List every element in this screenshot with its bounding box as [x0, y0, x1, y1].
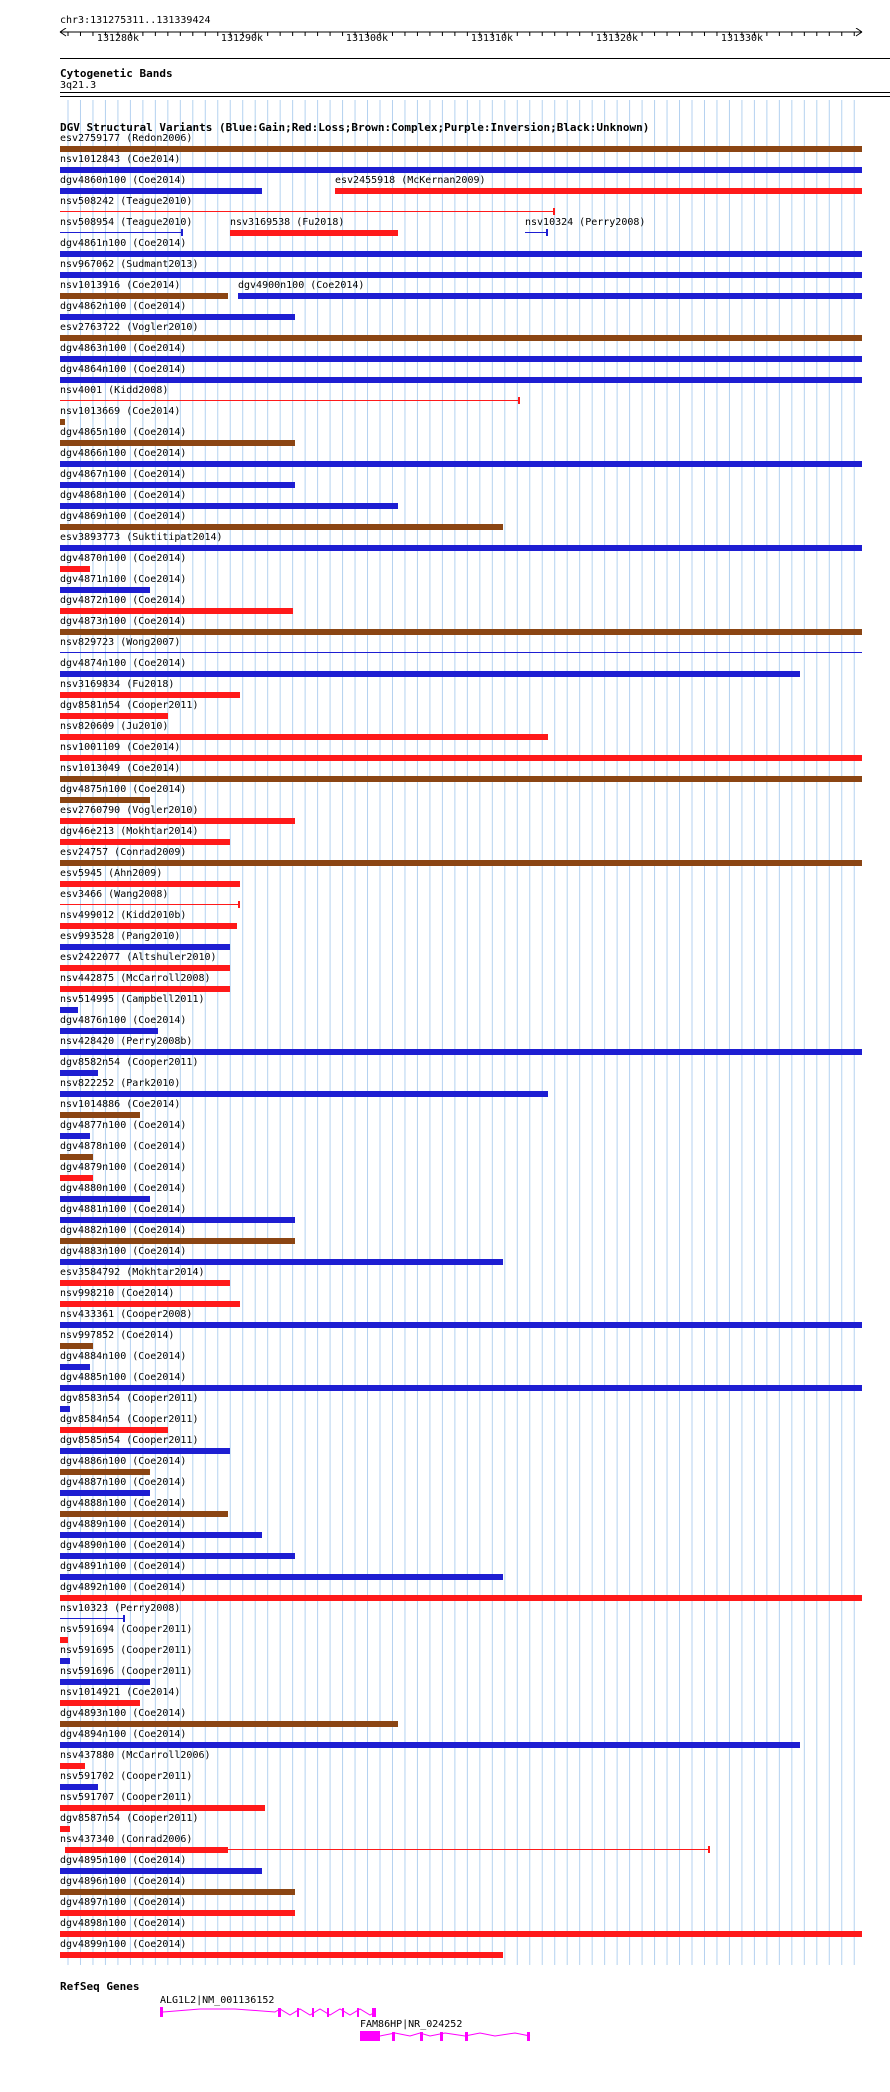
dgv-track-title: DGV Structural Variants (Blue:Gain;Red:Loss;Brown:Complex;Purple:Inversion;Black:Unknown) [60, 121, 650, 134]
sv-feature-label[interactable]: dgv4891n100 (Coe2014) [60, 1561, 187, 1572]
sv-feature-bar[interactable] [60, 503, 398, 509]
sv-feature-label[interactable]: esv2422077 (Altshuler2010) [60, 952, 217, 963]
sv-feature-label[interactable]: dgv4869n100 (Coe2014) [60, 511, 187, 522]
ruler-tick-label: 131320k [595, 33, 639, 44]
sv-feature-bar[interactable] [60, 1427, 168, 1433]
sv-feature-bar[interactable] [60, 566, 90, 572]
sv-feature-bar[interactable] [60, 1763, 85, 1769]
sv-feature-bar[interactable] [60, 944, 230, 950]
sv-feature-label[interactable]: dgv8584n54 (Cooper2011) [60, 1414, 199, 1425]
sv-feature-label[interactable]: dgv4895n100 (Coe2014) [60, 1855, 187, 1866]
sv-feature-label[interactable]: nsv4001 (Kidd2008) [60, 385, 169, 396]
sv-feature-label[interactable]: dgv4874n100 (Coe2014) [60, 658, 187, 669]
sv-feature-bar[interactable] [60, 692, 240, 698]
sv-feature-label[interactable]: dgv4886n100 (Coe2014) [60, 1456, 187, 1467]
sv-feature-label[interactable]: dgv4890n100 (Coe2014) [60, 1540, 187, 1551]
sv-feature-bar[interactable] [60, 1679, 150, 1685]
sv-feature-label[interactable]: nsv591695 (Cooper2011) [60, 1645, 193, 1656]
sv-feature-bar[interactable] [60, 839, 230, 845]
sv-feature-bar[interactable] [60, 377, 862, 383]
sv-feature-label[interactable]: dgv4870n100 (Coe2014) [60, 553, 187, 564]
sv-feature-label[interactable]: esv24757 (Conrad2009) [60, 847, 187, 858]
sv-feature-bar[interactable] [60, 1133, 90, 1139]
sv-feature-bar[interactable] [60, 1784, 98, 1790]
sv-feature-label[interactable]: nsv499012 (Kidd2010b) [60, 910, 187, 921]
sv-feature-bar[interactable] [60, 1469, 150, 1475]
sv-feature-bar[interactable] [60, 1448, 230, 1454]
sv-feature-label[interactable]: nsv591702 (Cooper2011) [60, 1771, 193, 1782]
sv-feature-bar[interactable] [60, 671, 800, 677]
sv-feature-bar[interactable] [60, 713, 168, 719]
sv-feature-bar[interactable] [60, 356, 862, 362]
sv-feature-label[interactable]: nsv3169834 (Fu2018) [60, 679, 175, 690]
sv-feature-bar[interactable] [65, 1849, 710, 1850]
sv-feature-label[interactable]: dgv4872n100 (Coe2014) [60, 595, 187, 606]
sv-feature-label[interactable]: dgv4892n100 (Coe2014) [60, 1582, 187, 1593]
gene-label[interactable]: ALG1L2|NM_001136152 [160, 1995, 275, 2006]
sv-feature-label[interactable]: dgv4887n100 (Coe2014) [60, 1477, 187, 1488]
sv-feature-label[interactable]: esv2455918 (McKernan2009) [335, 175, 486, 186]
ruler-tick-label: 131300k [345, 33, 389, 44]
sv-feature-label[interactable]: nsv1013916 (Coe2014) [60, 280, 181, 291]
sv-feature-bar[interactable] [230, 230, 398, 236]
ruler-tick-label: 131330k [720, 33, 764, 44]
sv-feature-label[interactable]: dgv8587n54 (Cooper2011) [60, 1813, 199, 1824]
sv-feature-bar[interactable] [60, 1658, 70, 1664]
sv-feature-label[interactable]: nsv437340 (Conrad2006) [60, 1834, 193, 1845]
ruler-range-label: chr3:131275311..131339424 [60, 15, 211, 26]
sv-feature-label[interactable]: dgv4896n100 (Coe2014) [60, 1876, 187, 1887]
sv-feature-label[interactable]: nsv998210 (Coe2014) [60, 1288, 175, 1299]
sv-feature-bar[interactable] [60, 1280, 230, 1286]
sv-feature-bar[interactable] [60, 965, 230, 971]
sv-feature-bar[interactable] [60, 881, 240, 887]
sv-feature-label[interactable]: dgv4871n100 (Coe2014) [60, 574, 187, 585]
sv-feature-bar[interactable] [60, 652, 862, 653]
sv-feature-bar[interactable] [60, 1028, 158, 1034]
sv-feature-bar[interactable] [60, 608, 293, 614]
sv-feature-label[interactable]: dgv4862n100 (Coe2014) [60, 301, 187, 312]
sv-feature-label[interactable]: nsv591696 (Cooper2011) [60, 1666, 193, 1677]
sv-feature-bar[interactable] [60, 860, 862, 866]
sv-feature-bar[interactable] [60, 1511, 228, 1517]
sv-feature-bar[interactable] [60, 1574, 503, 1580]
sv-feature-bar[interactable] [60, 314, 295, 320]
sv-feature-label[interactable]: dgv4863n100 (Coe2014) [60, 343, 187, 354]
sv-feature-label[interactable]: dgv4876n100 (Coe2014) [60, 1015, 187, 1026]
sv-feature-label[interactable]: nsv514995 (Campbell2011) [60, 994, 205, 1005]
sv-feature-bar[interactable] [60, 1364, 90, 1370]
gene-model-fam86hp[interactable] [0, 2029, 890, 2043]
sv-feature-bar[interactable] [60, 1385, 862, 1391]
gene-label[interactable]: FAM86HP|NR_024252 [360, 2019, 463, 2030]
sv-feature-label[interactable]: dgv4893n100 (Coe2014) [60, 1708, 187, 1719]
sv-feature-bar[interactable] [60, 1007, 78, 1013]
sv-feature-bar[interactable] [60, 188, 262, 194]
sv-feature-label[interactable]: dgv4879n100 (Coe2014) [60, 1162, 187, 1173]
sv-feature-bar[interactable] [60, 482, 295, 488]
track-divider [60, 92, 890, 93]
sv-feature-label[interactable]: nsv10324 (Perry2008) [525, 217, 646, 228]
sv-feature-label[interactable]: nsv1013669 (Coe2014) [60, 406, 181, 417]
sv-feature-label[interactable]: esv2763722 (Vogler2010) [60, 322, 199, 333]
sv-feature-bar[interactable] [60, 1343, 93, 1349]
sv-feature-bar[interactable] [60, 1910, 295, 1916]
sv-feature-bar[interactable] [60, 1175, 93, 1181]
sv-feature-bar[interactable] [60, 587, 150, 593]
sv-feature-bar[interactable] [60, 1805, 265, 1811]
sv-feature-label[interactable]: nsv428420 (Perry2008b) [60, 1036, 193, 1047]
sv-feature-label[interactable]: dgv4880n100 (Coe2014) [60, 1183, 187, 1194]
cytoband-label: 3q21.3 [60, 80, 97, 91]
sv-feature-bar[interactable] [60, 146, 862, 152]
sv-feature-bar[interactable] [60, 734, 548, 740]
sv-feature-bar[interactable] [60, 923, 237, 929]
sv-feature-label[interactable]: esv993528 (Pang2010) [60, 931, 181, 942]
sv-feature-bar[interactable] [60, 1490, 150, 1496]
sv-feature-label[interactable]: nsv10323 (Perry2008) [60, 1603, 181, 1614]
sv-feature-label[interactable]: dgv4899n100 (Coe2014) [60, 1939, 187, 1950]
sv-feature-bar[interactable] [60, 1618, 125, 1619]
sv-feature-label[interactable]: nsv1001109 (Coe2014) [60, 742, 181, 753]
sv-feature-bar[interactable] [60, 1532, 262, 1538]
sv-feature-label[interactable]: nsv1012843 (Coe2014) [60, 154, 181, 165]
sv-feature-bar[interactable] [60, 1952, 503, 1958]
sv-feature-bar[interactable] [60, 1196, 150, 1202]
sv-feature-label[interactable]: dgv4877n100 (Coe2014) [60, 1120, 187, 1131]
sv-feature-label[interactable]: nsv3169538 (Fu2018) [230, 217, 345, 228]
sv-feature-bar[interactable] [60, 629, 862, 635]
sv-feature-label[interactable]: nsv442875 (McCarroll2008) [60, 973, 211, 984]
sv-feature-label[interactable]: nsv1014921 (Coe2014) [60, 1687, 181, 1698]
sv-feature-bar[interactable] [60, 1406, 70, 1412]
sv-feature-bar[interactable] [60, 440, 295, 446]
cytobands-title: Cytogenetic Bands [60, 67, 173, 80]
track-divider [60, 96, 890, 97]
sv-feature-bar[interactable] [60, 251, 862, 257]
sv-feature-bar[interactable] [238, 293, 862, 299]
sv-feature-bar[interactable] [60, 545, 862, 551]
sv-feature-bar[interactable] [65, 1847, 228, 1853]
sv-feature-bar[interactable] [60, 1070, 98, 1076]
sv-feature-bar[interactable] [60, 1700, 140, 1706]
ruler-tick-label: 131310k [470, 33, 514, 44]
sv-feature-bar[interactable] [335, 188, 862, 194]
sv-feature-label[interactable]: nsv822252 (Park2010) [60, 1078, 181, 1089]
sv-feature-bar[interactable] [60, 1091, 548, 1097]
sv-feature-label[interactable]: esv3584792 (Mokhtar2014) [60, 1267, 205, 1278]
sv-feature-bar[interactable] [60, 167, 862, 173]
sv-feature-label[interactable]: dgv4866n100 (Coe2014) [60, 448, 187, 459]
sv-feature-bar[interactable] [60, 272, 862, 278]
sv-feature-bar[interactable] [525, 232, 548, 233]
sv-feature-label[interactable]: dgv4894n100 (Coe2014) [60, 1729, 187, 1740]
sv-feature-label[interactable]: dgv4875n100 (Coe2014) [60, 784, 187, 795]
sv-feature-bar[interactable] [60, 1154, 93, 1160]
sv-feature-bar[interactable] [60, 419, 65, 425]
sv-feature-label[interactable]: nsv1013049 (Coe2014) [60, 763, 181, 774]
sv-feature-label[interactable]: nsv508242 (Teague2010) [60, 196, 193, 207]
sv-feature-label[interactable]: dgv4900n100 (Coe2014) [238, 280, 365, 291]
sv-feature-bar[interactable] [60, 1112, 140, 1118]
sv-feature-label[interactable]: dgv4878n100 (Coe2014) [60, 1141, 187, 1152]
sv-feature-bar[interactable] [60, 1637, 68, 1643]
sv-feature-bar[interactable] [60, 1217, 295, 1223]
sv-feature-bar[interactable] [60, 211, 555, 212]
sv-feature-label[interactable]: dgv8585n54 (Cooper2011) [60, 1435, 199, 1446]
sv-feature-label[interactable]: dgv4897n100 (Coe2014) [60, 1897, 187, 1908]
sv-feature-bar[interactable] [60, 1259, 503, 1265]
sv-feature-label[interactable]: dgv8582n54 (Cooper2011) [60, 1057, 199, 1068]
sv-feature-label[interactable]: dgv4864n100 (Coe2014) [60, 364, 187, 375]
sv-feature-bar[interactable] [60, 335, 862, 341]
sv-feature-label[interactable]: nsv437880 (McCarroll2006) [60, 1750, 211, 1761]
sv-feature-bar[interactable] [60, 1742, 800, 1748]
sv-feature-label[interactable]: nsv1014886 (Coe2014) [60, 1099, 181, 1110]
sv-feature-bar[interactable] [60, 755, 862, 761]
sv-feature-bar[interactable] [60, 1826, 70, 1832]
sv-feature-label[interactable]: dgv4873n100 (Coe2014) [60, 616, 187, 627]
sv-feature-bar[interactable] [60, 461, 862, 467]
sv-feature-label[interactable]: esv3466 (Wang2008) [60, 889, 169, 900]
sv-feature-label[interactable]: nsv433361 (Cooper2008) [60, 1309, 193, 1320]
sv-feature-bar[interactable] [60, 797, 150, 803]
sv-feature-label[interactable]: esv2760790 (Vogler2010) [60, 805, 199, 816]
sv-feature-label[interactable]: dgv4861n100 (Coe2014) [60, 238, 187, 249]
sv-feature-label[interactable]: esv5945 (Ahn2009) [60, 868, 163, 879]
sv-feature-bar[interactable] [60, 1238, 295, 1244]
sv-feature-label[interactable]: dgv4898n100 (Coe2014) [60, 1918, 187, 1929]
refseq-track-title: RefSeq Genes [60, 1980, 140, 1993]
sv-feature-bar[interactable] [60, 1301, 240, 1307]
sv-feature-label[interactable]: dgv4889n100 (Coe2014) [60, 1519, 187, 1530]
sv-feature-bar[interactable] [60, 1868, 262, 1874]
sv-feature-bar[interactable] [60, 818, 295, 824]
sv-feature-label[interactable]: dgv4885n100 (Coe2014) [60, 1372, 187, 1383]
sv-feature-label[interactable]: dgv4867n100 (Coe2014) [60, 469, 187, 480]
sv-feature-bar[interactable] [60, 986, 230, 992]
sv-feature-label[interactable]: dgv4868n100 (Coe2014) [60, 490, 187, 501]
sv-feature-bar[interactable] [60, 1889, 295, 1895]
sv-feature-label[interactable]: nsv967062 (Sudmant2013) [60, 259, 199, 270]
sv-feature-label[interactable]: dgv4860n100 (Coe2014) [60, 175, 187, 186]
sv-feature-bar[interactable] [60, 400, 520, 401]
sv-feature-bar[interactable] [60, 1322, 862, 1328]
sv-feature-label[interactable]: nsv997852 (Coe2014) [60, 1330, 175, 1341]
sv-feature-label[interactable]: nsv508954 (Teague2010) [60, 217, 193, 228]
sv-feature-bar[interactable] [60, 1553, 295, 1559]
sv-feature-label[interactable]: nsv591707 (Cooper2011) [60, 1792, 193, 1803]
sv-feature-bar[interactable] [60, 524, 503, 530]
sv-feature-label[interactable]: dgv4888n100 (Coe2014) [60, 1498, 187, 1509]
sv-feature-label[interactable]: nsv829723 (Wong2007) [60, 637, 181, 648]
sv-feature-label[interactable]: dgv4882n100 (Coe2014) [60, 1225, 187, 1236]
sv-feature-bar[interactable] [60, 1721, 398, 1727]
sv-feature-bar[interactable] [60, 1595, 862, 1601]
sv-feature-bar[interactable] [60, 1049, 862, 1055]
ruler-tick-label: 131280k [96, 33, 140, 44]
sv-feature-label[interactable]: esv2759177 (Redon2006) [60, 133, 193, 144]
sv-feature-label[interactable]: dgv4884n100 (Coe2014) [60, 1351, 187, 1362]
sv-feature-label[interactable]: dgv46e213 (Mokhtar2014) [60, 826, 199, 837]
ruler-tick-label: 131290k [220, 33, 264, 44]
sv-feature-label[interactable]: nsv591694 (Cooper2011) [60, 1624, 193, 1635]
sv-feature-label[interactable]: dgv4883n100 (Coe2014) [60, 1246, 187, 1257]
sv-feature-label[interactable]: nsv820609 (Ju2010) [60, 721, 169, 732]
sv-feature-bar[interactable] [60, 232, 183, 233]
sv-feature-label[interactable]: dgv4865n100 (Coe2014) [60, 427, 187, 438]
sv-feature-label[interactable]: dgv8583n54 (Cooper2011) [60, 1393, 199, 1404]
sv-feature-label[interactable]: dgv8581n54 (Cooper2011) [60, 700, 199, 711]
sv-feature-label[interactable]: dgv4881n100 (Coe2014) [60, 1204, 187, 1215]
track-divider [60, 58, 890, 59]
sv-feature-bar[interactable] [60, 293, 228, 299]
sv-feature-bar[interactable] [60, 776, 862, 782]
gene-model-alg1l2[interactable] [0, 2005, 890, 2019]
sv-feature-bar[interactable] [60, 1931, 862, 1937]
sv-feature-label[interactable]: esv3893773 (Suktitipat2014) [60, 532, 223, 543]
sv-feature-bar[interactable] [60, 904, 240, 905]
